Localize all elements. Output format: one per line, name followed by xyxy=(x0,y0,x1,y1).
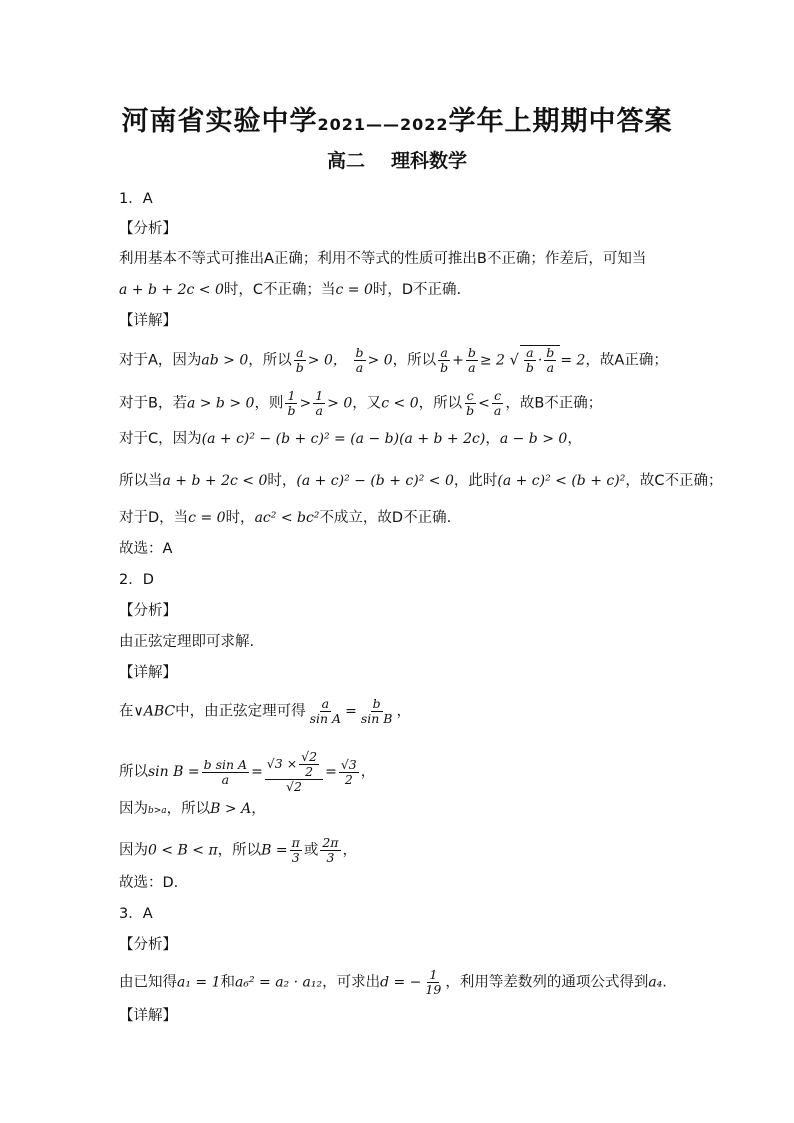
math-expr: > 0， xyxy=(307,352,347,369)
denominator: a xyxy=(315,403,323,418)
title-year: 2021——2022 xyxy=(317,115,449,134)
text: . xyxy=(662,974,667,991)
math-expr: (a + c)² < (b + c)² xyxy=(497,473,626,489)
text: ，则 xyxy=(254,395,284,412)
numerator: b xyxy=(355,345,364,360)
denominator: a xyxy=(221,771,230,787)
q2-detail-line-4 xyxy=(119,836,357,865)
math-expr: < xyxy=(478,395,490,412)
text: ， xyxy=(485,431,500,447)
numerator: a xyxy=(526,345,534,360)
math-expr: b>a xyxy=(148,806,167,816)
math-expr: a > b > 0 xyxy=(186,395,255,412)
title-school: 河南省实验中学 xyxy=(121,106,318,137)
math-expr: a₁ = 1 xyxy=(177,974,221,991)
math-expr: ab > 0 xyxy=(201,352,249,369)
math-expr: (a + c)² − (b + c)² = (a − b)(a + b + 2c) xyxy=(201,431,486,447)
subtitle-grade: 高二 xyxy=(326,150,365,172)
math-expr: > xyxy=(299,395,312,412)
denominator: a xyxy=(546,360,555,375)
math-expr: = 2 xyxy=(560,352,586,369)
math-expr: a + b + 2c < 0 xyxy=(119,282,224,298)
fraction xyxy=(265,750,323,794)
text: ，所以 xyxy=(248,352,292,369)
numerator: 2π xyxy=(322,835,339,850)
denominator: 2 xyxy=(344,771,353,787)
denominator: 3 xyxy=(326,850,335,865)
math-expr: c = 0 xyxy=(335,282,373,298)
q3-detail-label: 【详解】 xyxy=(119,1008,177,1024)
math-expr: sin B = xyxy=(148,764,200,780)
text: 所以 xyxy=(119,764,148,780)
text: 时， xyxy=(267,473,297,489)
q1-choose: 故选：A xyxy=(119,541,173,557)
text: 或 xyxy=(303,842,319,859)
fraction xyxy=(544,346,556,375)
fraction xyxy=(438,346,450,375)
math-expr: c < 0 xyxy=(381,395,419,412)
fraction xyxy=(492,389,503,418)
denominator: √2 xyxy=(285,779,302,794)
text: 时，D不正确. xyxy=(372,282,462,298)
fraction xyxy=(354,346,366,375)
fraction xyxy=(294,346,306,375)
denominator: a xyxy=(493,403,502,418)
q2-detail-line-2 xyxy=(119,750,375,794)
math-expr: ac² < bc² xyxy=(254,510,320,526)
denominator: sin A xyxy=(309,711,342,726)
text: 时， xyxy=(225,510,255,526)
fraction xyxy=(524,346,536,375)
text: 中，由正弦定理可得 xyxy=(175,703,306,720)
text: ，故A正确； xyxy=(585,352,668,369)
q1-detail-line-c xyxy=(119,428,582,450)
q1-analysis-line-1: 利用基本不等式可推出A正确；利用不等式的性质可推出B不正确；作差后，可知当 xyxy=(119,251,647,267)
q1-analysis-line-2 xyxy=(119,279,461,301)
fraction xyxy=(359,697,395,726)
text: ， xyxy=(567,431,582,447)
text: ， xyxy=(360,764,376,780)
q1-detail-line-d xyxy=(119,507,451,529)
denominator: b xyxy=(295,360,304,375)
page-subtitle xyxy=(0,146,794,173)
math-expr: c = 0 xyxy=(188,510,226,526)
denominator: sin B xyxy=(360,711,393,726)
math-expr: ≥ 2 xyxy=(479,352,505,369)
math-expr: B = xyxy=(261,842,288,859)
text: ，此时 xyxy=(453,473,498,489)
numerator: b xyxy=(372,696,381,711)
denominator: b xyxy=(525,360,534,375)
text: 所以当 xyxy=(119,473,163,489)
text: ，利用等差数列的通项公式得到 xyxy=(445,974,649,991)
page-title xyxy=(0,99,794,138)
text: 由已知得 xyxy=(119,974,177,991)
fraction xyxy=(466,346,478,375)
q1-detail-line-b xyxy=(119,389,602,418)
title-suffix: 学年上期期中答案 xyxy=(448,106,673,137)
text: 不成立，故D不正确. xyxy=(319,510,452,526)
numerator: π xyxy=(291,835,300,850)
q3-analysis-line-1 xyxy=(119,968,667,997)
math-expr: d = − xyxy=(380,974,422,991)
math-expr: 0 < B < π xyxy=(148,842,218,859)
math-expr: a + b + 2c < 0 xyxy=(162,473,268,489)
fraction xyxy=(290,836,302,865)
numerator: √3 xyxy=(340,756,357,772)
text: ，故B不正确； xyxy=(505,395,603,412)
text: 对于B，若 xyxy=(119,395,187,412)
text: 时，C不正确；当 xyxy=(223,282,336,298)
denominator: b xyxy=(440,360,449,375)
math-expr: = xyxy=(325,764,337,780)
text: 因为 xyxy=(119,801,148,817)
math-expr: = xyxy=(345,703,357,720)
numerator: 1 xyxy=(315,388,324,403)
denominator: a xyxy=(355,360,364,375)
numerator xyxy=(265,750,323,780)
q2-analysis-label: 【分析】 xyxy=(119,603,177,619)
fraction xyxy=(313,389,325,418)
math-expr: B > A xyxy=(210,801,252,817)
q2-detail-label: 【详解】 xyxy=(119,665,177,681)
denominator: 2 xyxy=(305,764,314,779)
text: √3 × xyxy=(266,756,298,771)
numerator: √2 xyxy=(301,749,318,764)
math-expr: = xyxy=(251,764,263,780)
math-expr: a₄ xyxy=(648,974,663,991)
subtitle-subject: 理科数学 xyxy=(391,150,468,172)
q2-detail-line-1 xyxy=(119,697,411,726)
text: 在 xyxy=(119,703,134,720)
text: ， xyxy=(396,703,411,720)
numerator: 1 xyxy=(287,388,296,403)
q1-analysis-label: 【分析】 xyxy=(119,221,177,237)
math-expr: (a + c)² − (b + c)² < 0 xyxy=(296,473,454,489)
fraction xyxy=(423,968,443,997)
text: ，可求出 xyxy=(322,974,381,991)
math-expr: ∨ABC xyxy=(133,703,176,720)
q1-detail-line-c2 xyxy=(119,470,722,492)
text: ，所以 xyxy=(166,801,211,817)
fraction xyxy=(285,389,297,418)
denominator: a xyxy=(468,360,476,375)
q1-detail-label: 【详解】 xyxy=(119,313,177,329)
denominator: 19 xyxy=(425,982,442,997)
numerator: a xyxy=(296,345,304,360)
text: 因为 xyxy=(119,842,148,859)
math-expr: > 0 xyxy=(327,395,353,412)
q3-analysis-label: 【分析】 xyxy=(119,937,177,953)
text: ，所以 xyxy=(418,395,463,412)
text: 对于C，因为 xyxy=(119,431,202,447)
math-expr: a − b > 0 xyxy=(499,431,568,447)
q3-answer: 3．A xyxy=(119,906,153,922)
numerator: a xyxy=(321,696,330,711)
denominator: b xyxy=(466,403,475,418)
q2-answer: 2．D xyxy=(119,572,154,588)
text: ， xyxy=(342,842,358,859)
numerator: a xyxy=(440,345,448,360)
numerator: c xyxy=(494,388,502,403)
q2-detail-line-3 xyxy=(119,798,266,822)
text: ， xyxy=(251,801,266,817)
fraction xyxy=(464,389,476,418)
q1-answer: 1．A xyxy=(119,191,153,207)
numerator: b xyxy=(467,345,476,360)
text: 对于D，当 xyxy=(119,510,189,526)
text: ，所以 xyxy=(217,842,262,859)
q1-detail-line-a: 对于A，因为ab > 0，所以 $\frac{a}{b}$ > 0， $\frac{b}{a}$ > 0，所以 $\frac{a}{b}$ + $\frac{b}{a}$ ≥ 2 √ $\frac{a}{b}$ · $\frac{b}{a}$ = 2，故A正确； xyxy=(119,345,668,375)
q2-choose: 故选：D. xyxy=(119,875,179,891)
denominator: 3 xyxy=(291,850,300,865)
sqrt-content: $\frac{a}{b}$ · $\frac{b}{a}$ xyxy=(520,345,560,375)
text: ，所以 xyxy=(392,352,437,369)
text: 对于A，因为 xyxy=(119,352,202,369)
text: ，又 xyxy=(352,395,382,412)
fraction xyxy=(299,750,319,779)
fraction xyxy=(339,758,359,787)
q2-analysis: 由正弦定理即可求解. xyxy=(119,634,255,650)
fraction xyxy=(202,758,249,787)
fraction xyxy=(320,836,340,865)
text: ，故C不正确； xyxy=(625,473,723,489)
text: 和 xyxy=(220,974,235,991)
numerator: 1 xyxy=(429,967,438,982)
numerator: c xyxy=(466,388,474,403)
math-expr: a₆² = a₂ · a₁₂ xyxy=(235,974,323,991)
fraction xyxy=(308,697,343,726)
numerator: b sin A xyxy=(203,756,248,772)
sqrt-icon: √ xyxy=(509,352,519,369)
denominator: b xyxy=(287,403,296,418)
numerator: b xyxy=(546,345,555,360)
math-expr: > 0 xyxy=(367,352,393,369)
